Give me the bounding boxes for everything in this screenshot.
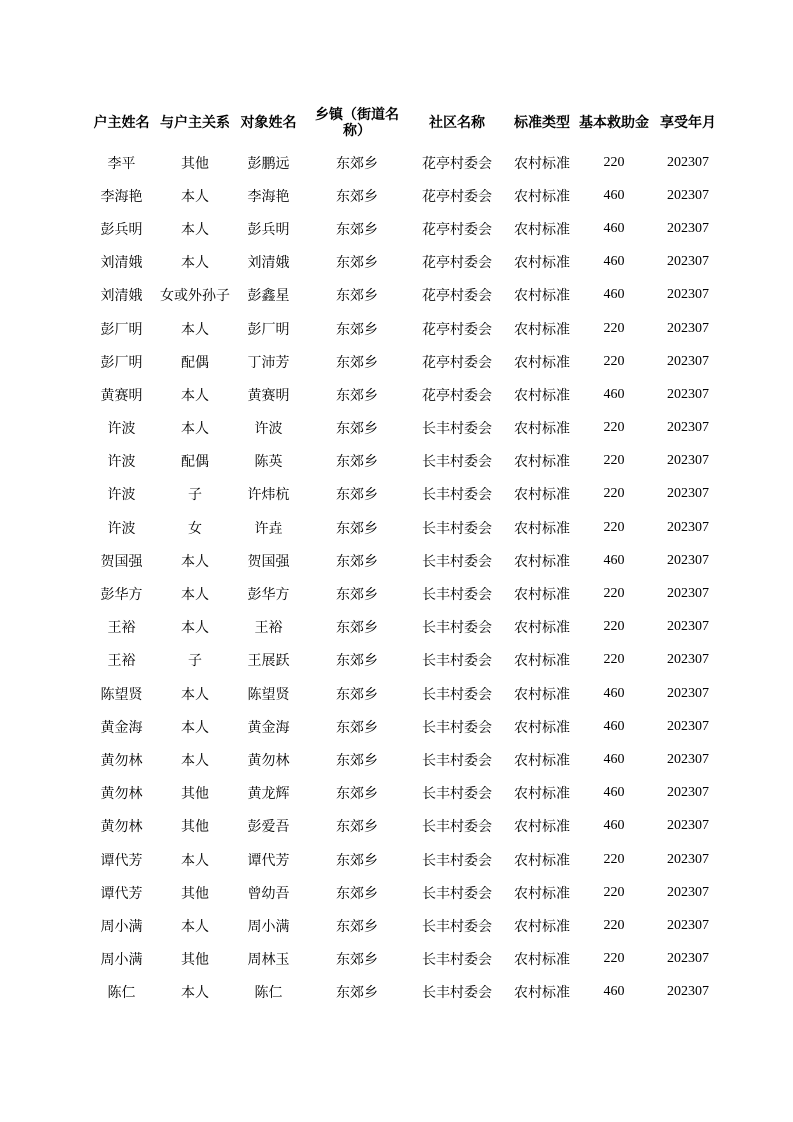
cell-community: 长丰村委会	[422, 752, 492, 769]
table-row	[83, 544, 725, 577]
cell-relation: 本人	[181, 686, 209, 703]
cell-period: 202307	[667, 486, 709, 502]
cell-head-name: 陈望贤	[100, 686, 143, 703]
cell-township: 东郊乡	[336, 288, 378, 305]
cell-relation: 本人	[181, 852, 209, 869]
cell-head-name: 黄勿林	[100, 819, 143, 836]
cell-relation: 子	[188, 653, 202, 670]
cell-head-name: 许波	[107, 487, 136, 504]
cell-member-name: 曾幼吾	[247, 885, 290, 902]
cell-head-name: 谭代芳	[100, 885, 143, 902]
cell-member-name: 贺国强	[247, 553, 290, 570]
cell-standard-type: 农村标准	[514, 288, 570, 305]
cell-standard-type: 农村标准	[514, 786, 570, 803]
cell-community: 长丰村委会	[422, 819, 492, 836]
cell-township: 东郊乡	[336, 653, 378, 670]
cell-relation: 其他	[181, 819, 209, 836]
cell-relation: 本人	[181, 719, 209, 736]
cell-head-name: 彭厂明	[100, 354, 143, 371]
header-township: 乡镇（街道名称）	[315, 107, 399, 139]
cell-standard-type: 农村标准	[514, 719, 570, 736]
cell-member-name: 李海艳	[247, 188, 290, 205]
cell-relation: 其他	[181, 952, 209, 969]
cell-relation: 本人	[181, 255, 209, 272]
cell-member-name: 王裕	[254, 620, 283, 637]
cell-member-name: 周小满	[247, 918, 290, 935]
cell-relation: 配偶	[181, 354, 209, 371]
table-row	[83, 976, 725, 1009]
cell-township: 东郊乡	[336, 786, 378, 803]
cell-period: 202307	[667, 685, 709, 701]
cell-township: 东郊乡	[336, 221, 378, 238]
cell-period: 202307	[667, 420, 709, 436]
cell-member-name: 许波	[254, 421, 283, 438]
cell-community: 长丰村委会	[422, 520, 492, 537]
cell-community: 花亭村委会	[422, 321, 492, 338]
cell-township: 东郊乡	[336, 620, 378, 637]
cell-head-name: 彭厂明	[100, 321, 143, 338]
cell-standard-type: 农村标准	[514, 354, 570, 371]
cell-community: 长丰村委会	[422, 918, 492, 935]
cell-relation: 本人	[181, 221, 209, 238]
cell-base-aid: 220	[603, 884, 625, 900]
header-member-name: 对象姓名	[240, 115, 297, 131]
cell-head-name: 周小满	[100, 952, 143, 969]
table-row	[83, 246, 725, 279]
cell-base-aid: 220	[603, 420, 625, 436]
cell-township: 东郊乡	[336, 852, 378, 869]
cell-member-name: 周林玉	[247, 952, 290, 969]
table-body	[83, 146, 725, 1009]
cell-period: 202307	[667, 220, 709, 236]
cell-member-name: 彭爱吾	[247, 819, 290, 836]
cell-period: 202307	[667, 917, 709, 933]
cell-base-aid: 220	[603, 353, 625, 369]
table-row	[83, 478, 725, 511]
cell-member-name: 黄勿林	[247, 752, 290, 769]
cell-member-name: 丁沛芳	[247, 354, 290, 371]
cell-head-name: 李海艳	[100, 188, 143, 205]
cell-relation: 本人	[181, 421, 209, 438]
cell-township: 东郊乡	[336, 520, 378, 537]
cell-base-aid: 460	[603, 685, 625, 701]
cell-relation: 本人	[181, 985, 209, 1002]
cell-relation: 配偶	[181, 454, 209, 471]
cell-relation: 其他	[181, 885, 209, 902]
table-row	[83, 412, 725, 445]
cell-base-aid: 220	[603, 917, 625, 933]
cell-relation: 本人	[181, 620, 209, 637]
cell-community: 长丰村委会	[422, 885, 492, 902]
cell-community: 长丰村委会	[422, 587, 492, 604]
cell-period: 202307	[667, 751, 709, 767]
cell-member-name: 陈仁	[254, 985, 283, 1002]
table-row	[83, 212, 725, 245]
cell-community: 长丰村委会	[422, 653, 492, 670]
cell-head-name: 王裕	[107, 653, 136, 670]
cell-member-name: 彭鑫星	[247, 288, 290, 305]
cell-township: 东郊乡	[336, 819, 378, 836]
cell-township: 东郊乡	[336, 321, 378, 338]
cell-member-name: 彭鹏远	[247, 155, 290, 172]
cell-period: 202307	[667, 785, 709, 801]
cell-period: 202307	[667, 951, 709, 967]
table-row	[83, 644, 725, 677]
cell-township: 东郊乡	[336, 752, 378, 769]
cell-standard-type: 农村标准	[514, 620, 570, 637]
cell-base-aid: 220	[603, 320, 625, 336]
cell-township: 东郊乡	[336, 454, 378, 471]
cell-standard-type: 农村标准	[514, 188, 570, 205]
cell-member-name: 许垚	[254, 520, 283, 537]
cell-relation: 本人	[181, 188, 209, 205]
cell-period: 202307	[667, 718, 709, 734]
table-row	[83, 843, 725, 876]
cell-standard-type: 农村标准	[514, 454, 570, 471]
cell-period: 202307	[667, 187, 709, 203]
cell-community: 长丰村委会	[422, 454, 492, 471]
cell-head-name: 黄金海	[100, 719, 143, 736]
cell-standard-type: 农村标准	[514, 520, 570, 537]
header-row	[83, 100, 725, 146]
cell-base-aid: 460	[603, 254, 625, 270]
table-row	[83, 345, 725, 378]
cell-standard-type: 农村标准	[514, 918, 570, 935]
cell-period: 202307	[667, 652, 709, 668]
cell-relation: 本人	[181, 387, 209, 404]
cell-standard-type: 农村标准	[514, 852, 570, 869]
cell-base-aid: 460	[603, 984, 625, 1000]
cell-relation: 子	[188, 487, 202, 504]
cell-base-aid: 220	[603, 453, 625, 469]
cell-township: 东郊乡	[336, 719, 378, 736]
cell-standard-type: 农村标准	[514, 985, 570, 1002]
cell-standard-type: 农村标准	[514, 819, 570, 836]
cell-base-aid: 460	[603, 751, 625, 767]
cell-relation: 本人	[181, 918, 209, 935]
table-row	[83, 876, 725, 909]
cell-period: 202307	[667, 287, 709, 303]
cell-member-name: 彭兵明	[247, 221, 290, 238]
cell-period: 202307	[667, 619, 709, 635]
cell-base-aid: 220	[603, 951, 625, 967]
cell-head-name: 贺国强	[100, 553, 143, 570]
cell-community: 花亭村委会	[422, 221, 492, 238]
cell-period: 202307	[667, 353, 709, 369]
cell-base-aid: 460	[603, 220, 625, 236]
table-row	[83, 943, 725, 976]
cell-standard-type: 农村标准	[514, 952, 570, 969]
table-row	[83, 445, 725, 478]
cell-township: 东郊乡	[336, 918, 378, 935]
cell-base-aid: 220	[603, 851, 625, 867]
header-period: 享受年月	[660, 115, 716, 131]
cell-member-name: 彭华方	[247, 587, 290, 604]
cell-standard-type: 农村标准	[514, 553, 570, 570]
cell-township: 东郊乡	[336, 354, 378, 371]
cell-standard-type: 农村标准	[514, 321, 570, 338]
table-row	[83, 677, 725, 710]
cell-standard-type: 农村标准	[514, 885, 570, 902]
cell-base-aid: 460	[603, 785, 625, 801]
cell-base-aid: 460	[603, 187, 625, 203]
cell-head-name: 彭兵明	[100, 221, 143, 238]
cell-standard-type: 农村标准	[514, 686, 570, 703]
cell-period: 202307	[667, 154, 709, 170]
table-row	[83, 710, 725, 743]
cell-period: 202307	[667, 552, 709, 568]
cell-community: 花亭村委会	[422, 255, 492, 272]
cell-community: 花亭村委会	[422, 288, 492, 305]
cell-head-name: 王裕	[107, 620, 136, 637]
cell-township: 东郊乡	[336, 421, 378, 438]
cell-relation: 本人	[181, 587, 209, 604]
cell-head-name: 许波	[107, 454, 136, 471]
header-relation: 与户主关系	[160, 115, 230, 131]
cell-head-name: 黄勿林	[100, 786, 143, 803]
table-row	[83, 312, 725, 345]
cell-standard-type: 农村标准	[514, 221, 570, 238]
relief-roster-table	[83, 100, 725, 1009]
cell-standard-type: 农村标准	[514, 587, 570, 604]
cell-base-aid: 220	[603, 619, 625, 635]
cell-community: 长丰村委会	[422, 719, 492, 736]
cell-standard-type: 农村标准	[514, 752, 570, 769]
cell-period: 202307	[667, 254, 709, 270]
cell-township: 东郊乡	[336, 952, 378, 969]
cell-head-name: 许波	[107, 421, 136, 438]
cell-period: 202307	[667, 453, 709, 469]
table-row	[83, 909, 725, 942]
cell-base-aid: 460	[603, 287, 625, 303]
cell-standard-type: 农村标准	[514, 255, 570, 272]
cell-member-name: 王展跃	[247, 653, 290, 670]
table-row	[83, 179, 725, 212]
cell-member-name: 彭厂明	[247, 321, 290, 338]
cell-member-name: 陈望贤	[247, 686, 290, 703]
cell-head-name: 刘清娥	[100, 288, 143, 305]
cell-standard-type: 农村标准	[514, 155, 570, 172]
header-community: 社区名称	[429, 115, 485, 131]
cell-head-name: 许波	[107, 520, 136, 537]
cell-community: 长丰村委会	[422, 786, 492, 803]
cell-township: 东郊乡	[336, 985, 378, 1002]
cell-head-name: 黄赛明	[100, 387, 143, 404]
cell-period: 202307	[667, 586, 709, 602]
cell-base-aid: 460	[603, 386, 625, 402]
cell-relation: 本人	[181, 321, 209, 338]
cell-head-name: 周小满	[100, 918, 143, 935]
table-row	[83, 743, 725, 776]
cell-base-aid: 220	[603, 519, 625, 535]
cell-head-name: 陈仁	[107, 985, 136, 1002]
cell-period: 202307	[667, 386, 709, 402]
cell-relation: 其他	[181, 786, 209, 803]
cell-member-name: 陈英	[254, 454, 283, 471]
cell-community: 花亭村委会	[422, 354, 492, 371]
cell-community: 长丰村委会	[422, 620, 492, 637]
cell-township: 东郊乡	[336, 387, 378, 404]
table-row	[83, 810, 725, 843]
cell-township: 东郊乡	[336, 885, 378, 902]
cell-head-name: 彭华方	[100, 587, 143, 604]
cell-base-aid: 460	[603, 552, 625, 568]
cell-relation: 女或外孙子	[160, 288, 230, 305]
cell-relation: 本人	[181, 752, 209, 769]
cell-relation: 本人	[181, 553, 209, 570]
cell-base-aid: 460	[603, 718, 625, 734]
cell-township: 东郊乡	[336, 188, 378, 205]
cell-base-aid: 460	[603, 818, 625, 834]
cell-head-name: 黄勿林	[100, 752, 143, 769]
cell-period: 202307	[667, 851, 709, 867]
cell-community: 花亭村委会	[422, 188, 492, 205]
cell-standard-type: 农村标准	[514, 421, 570, 438]
table-row	[83, 777, 725, 810]
cell-relation: 其他	[181, 155, 209, 172]
header-head-name: 户主姓名	[93, 115, 150, 131]
cell-member-name: 许炜杭	[247, 487, 290, 504]
header-base-aid: 基本救助金	[579, 115, 649, 131]
cell-member-name: 黄赛明	[247, 387, 290, 404]
cell-standard-type: 农村标准	[514, 387, 570, 404]
cell-community: 长丰村委会	[422, 852, 492, 869]
cell-base-aid: 220	[603, 486, 625, 502]
cell-community: 长丰村委会	[422, 686, 492, 703]
cell-member-name: 刘清娥	[247, 255, 290, 272]
cell-standard-type: 农村标准	[514, 653, 570, 670]
cell-member-name: 谭代芳	[247, 852, 290, 869]
cell-relation: 女	[188, 520, 202, 537]
cell-period: 202307	[667, 519, 709, 535]
cell-community: 长丰村委会	[422, 553, 492, 570]
cell-head-name: 刘清娥	[100, 255, 143, 272]
cell-community: 长丰村委会	[422, 952, 492, 969]
cell-community: 花亭村委会	[422, 155, 492, 172]
cell-standard-type: 农村标准	[514, 487, 570, 504]
cell-member-name: 黄龙辉	[247, 786, 290, 803]
header-standard-type: 标准类型	[514, 115, 570, 131]
cell-base-aid: 220	[603, 154, 625, 170]
cell-head-name: 谭代芳	[100, 852, 143, 869]
cell-township: 东郊乡	[336, 686, 378, 703]
table-row	[83, 146, 725, 179]
table-row	[83, 511, 725, 544]
cell-township: 东郊乡	[336, 487, 378, 504]
cell-head-name: 李平	[107, 155, 136, 172]
cell-period: 202307	[667, 984, 709, 1000]
cell-member-name: 黄金海	[247, 719, 290, 736]
cell-township: 东郊乡	[336, 255, 378, 272]
table-row	[83, 577, 725, 610]
cell-township: 东郊乡	[336, 553, 378, 570]
cell-township: 东郊乡	[336, 587, 378, 604]
table-row	[83, 611, 725, 644]
cell-base-aid: 220	[603, 652, 625, 668]
table-row	[83, 279, 725, 312]
table-row	[83, 378, 725, 411]
cell-township: 东郊乡	[336, 155, 378, 172]
cell-community: 长丰村委会	[422, 985, 492, 1002]
cell-period: 202307	[667, 320, 709, 336]
cell-period: 202307	[667, 884, 709, 900]
cell-period: 202307	[667, 818, 709, 834]
cell-community: 花亭村委会	[422, 387, 492, 404]
cell-community: 长丰村委会	[422, 421, 492, 438]
cell-community: 长丰村委会	[422, 487, 492, 504]
cell-base-aid: 220	[603, 586, 625, 602]
